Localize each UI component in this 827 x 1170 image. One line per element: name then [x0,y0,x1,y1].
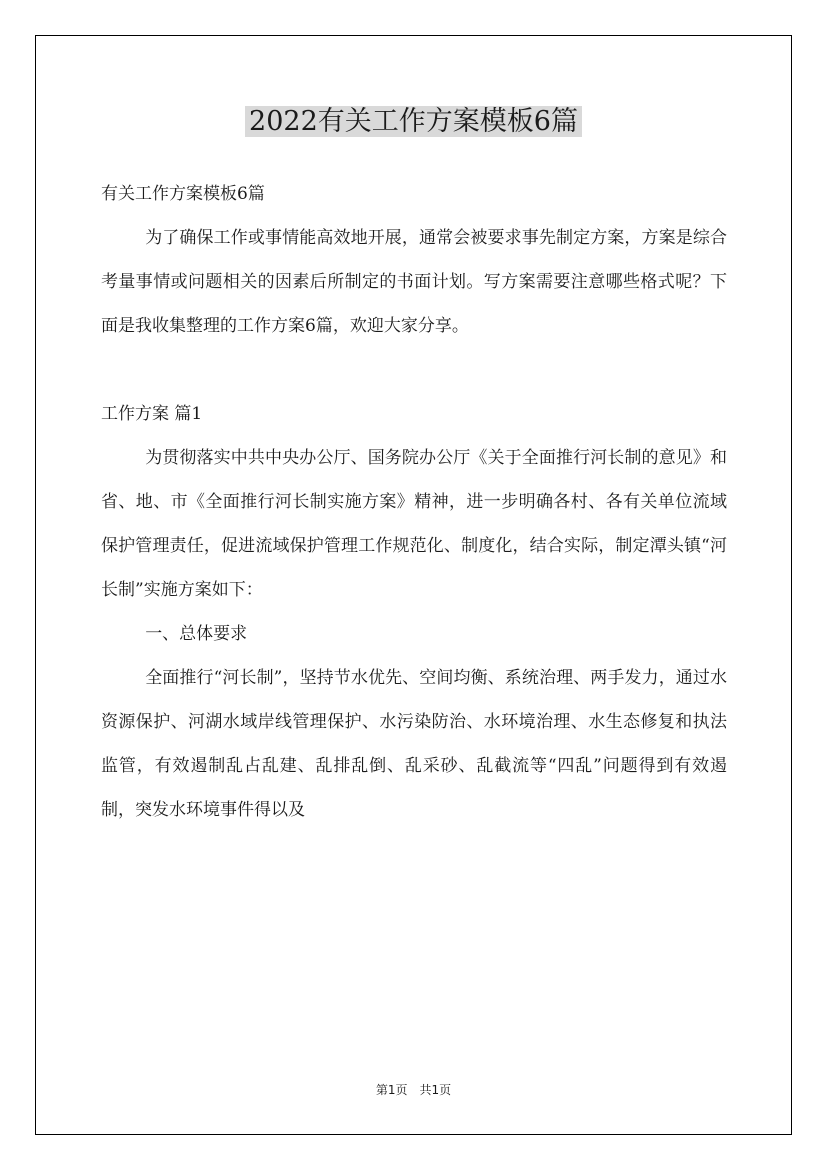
document-title [0,102,827,142]
section-heading: 工作方案 篇1 [101,404,203,424]
document-body [101,172,727,832]
intro-paragraph: 为了确保工作或事情能高效地开展，通常会被要求事先制定方案，方案是综合考量事情或问题相关的因素后所制定的书面计划。写方案需要注意哪些格式呢？下面是我收集整理的工作方案6篇，欢迎大家分享。 [101,228,727,336]
page-total: 共1页 [419,1083,452,1097]
document-title-text: 2022有关工作方案模板6篇 [245,106,582,137]
page-footer [0,1080,827,1100]
section-paragraph-2: 全面推行“河长制”，坚持节水优先、空间均衡、系统治理、两手发力，通过水资源保护、河湖水域岸线管理保护、水污染防治、水环境治理、水生态修复和执法监管，有效遏制乱占乱建、乱排乱倒、乱采砂、乱截流等“四乱”问题得到有效遏制，突发水环境事件得以及 [101,668,727,820]
subheading-general-requirements: 一、总体要求 [145,624,248,644]
paragraph-gap [101,348,727,392]
page-number: 第1页 [375,1083,408,1097]
document-subtitle: 有关工作方案模板6篇 [101,184,265,204]
section-paragraph-1: 为贯彻落实中共中央办公厅、国务院办公厅《关于全面推行河长制的意见》和省、地、市《全面推行河长制实施方案》精神，进一步明确各村、各有关单位流域保护管理责任，促进流域保护管理工作规范化、制度化，结合实际，制定潭头镇“河长制”实施方案如下： [101,448,727,600]
